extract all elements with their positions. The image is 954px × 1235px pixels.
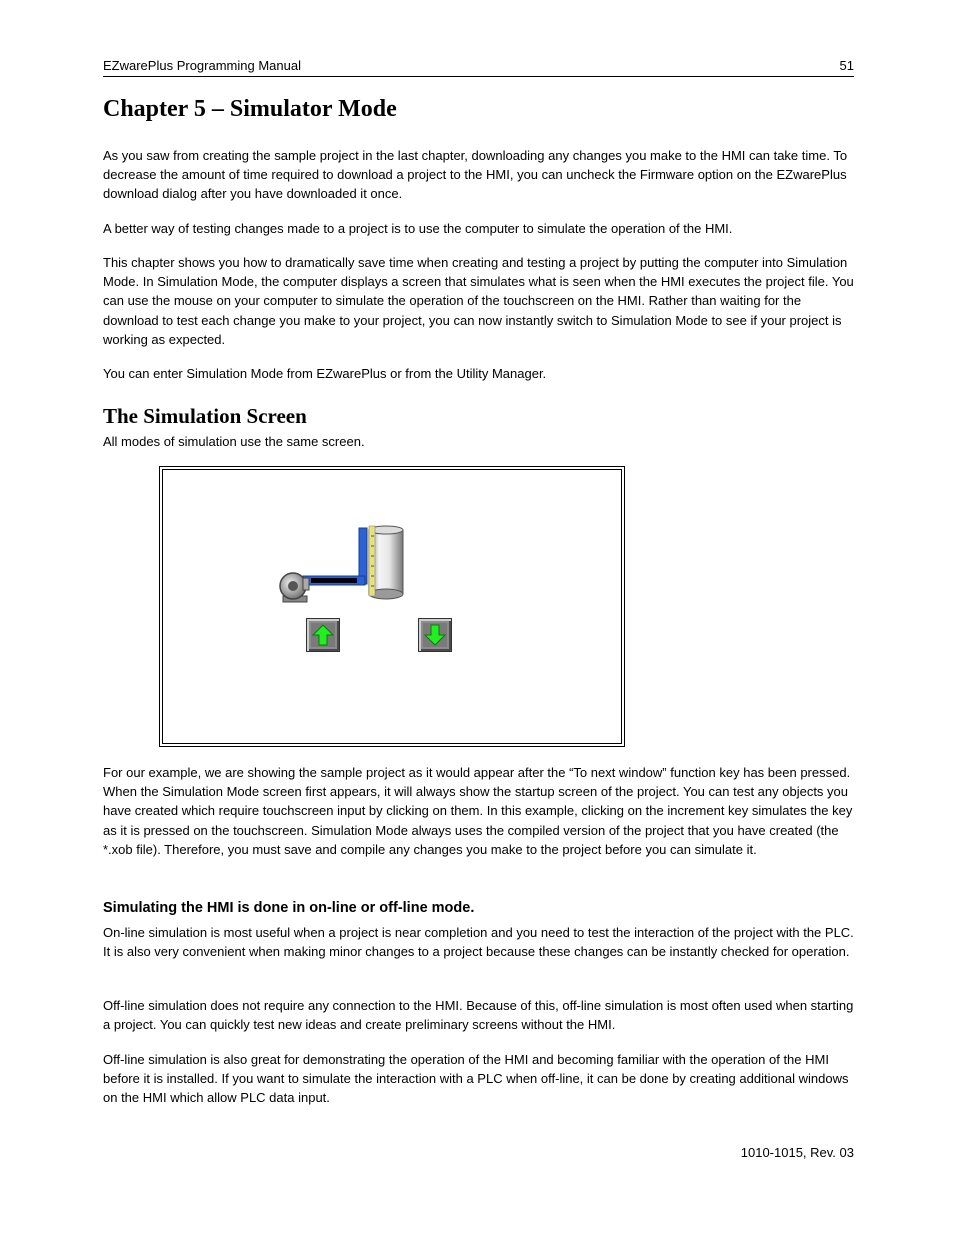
decrement-button[interactable] bbox=[418, 618, 452, 652]
simulation-screen-figure bbox=[159, 466, 625, 747]
subsection-title: Simulating the HMI is done in on-line or off-line mode. bbox=[103, 900, 475, 916]
section-intro: All modes of simulation use the same screen. bbox=[103, 434, 365, 449]
intro-paragraph-3: This chapter shows you how to dramatically save time when creating and testing a project by putting the computer into Simulation Mode. In Simulation Mode, the computer displays a screen that simulates what is seen when the HMI executes the project file. You can use the mouse on your computer to simulate the operation of the touchscreen on the HMI. Rather than waiting for the download to test each change you make to your project, you can now instantly switch to Simulation Mode to see if your project is working as expected. bbox=[103, 255, 854, 347]
subsection-paragraph-1: On-line simulation is most useful when a project is near completion and you need to test the interaction of the project with the PLC. It is also very convenient when making minor changes to a project because these changes can be instantly checked for operation. bbox=[103, 925, 854, 960]
page-number: 51 bbox=[839, 58, 854, 73]
doc-number: 1010-1015, Rev. 03 bbox=[740, 1145, 854, 1160]
up-arrow-icon bbox=[311, 623, 335, 647]
chapter-title: Chapter 5 – Simulator Mode bbox=[103, 96, 397, 122]
manual-title: EZwarePlus Programming Manual bbox=[103, 58, 301, 73]
pump-tank-graphic bbox=[275, 518, 415, 614]
section-title: The Simulation Screen bbox=[103, 404, 307, 428]
intro-paragraph-1: As you saw from creating the sample project in the last chapter, downloading any changes you make to the HMI can take time. To decrease the amount of time required to download a project to the HMI, you can uncheck the Firmware option on the EZwarePlus download dialog after you have downloaded it once. bbox=[103, 148, 848, 202]
subsection-paragraph-2: Off-line simulation does not require any connection to the HMI. Because of this, off-line simulation is most often used when starting a project. You can quickly test new ideas and create preliminary screens without the HMI. bbox=[103, 998, 854, 1033]
increment-button[interactable] bbox=[306, 618, 340, 652]
intro-paragraph-2: A better way of testing changes made to a project is to use the computer to simulate the operation of the HMI. bbox=[103, 221, 733, 236]
page-header bbox=[103, 58, 854, 77]
down-arrow-icon bbox=[423, 623, 447, 647]
pipe-icon bbox=[303, 528, 367, 585]
tank-icon bbox=[369, 526, 403, 599]
simulation-screen bbox=[162, 469, 622, 744]
intro-paragraph-4: You can enter Simulation Mode from EZwarePlus or from the Utility Manager. bbox=[103, 366, 547, 381]
example-paragraph: For our example, we are showing the sample project as it would appear after the “To next window” function key has been pressed. When the Simulation Mode screen first appears, it will always show the startup screen of the project. You can test any objects you have created which require touchscreen input by clicking on them. In this example, clicking on the increment key simulates the key as it is pressed on the touchscreen. Simulation Mode always uses the compiled version of the project that you have created (the *.xob file). Therefore, you must save and compile any changes you make to the project before you can simulate it. bbox=[103, 765, 853, 857]
subsection-paragraph-3: Off-line simulation is also great for demonstrating the operation of the HMI and becoming familiar with the operation of the HMI before it is installed. If you want to simulate the interaction with a PLC when off-line, it can be done by creating additional windows on the HMI which allow PLC data input. bbox=[103, 1052, 849, 1106]
